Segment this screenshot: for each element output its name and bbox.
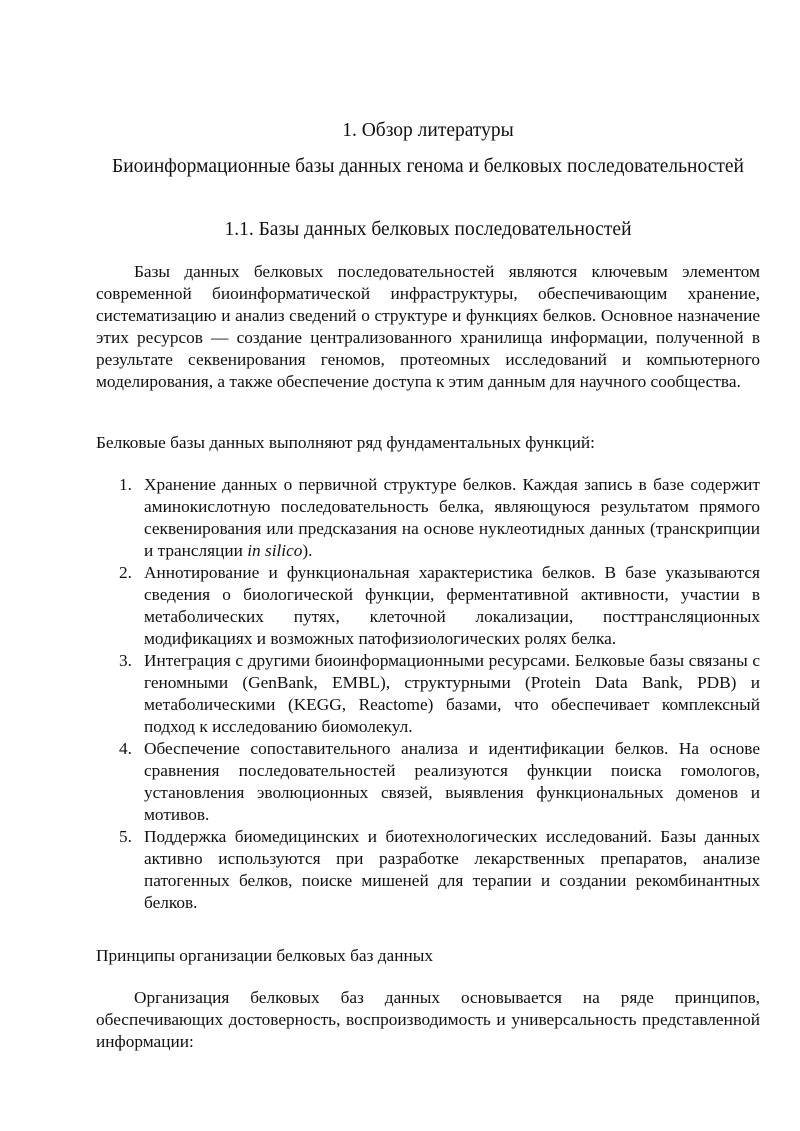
list-item-number: 3. xyxy=(119,651,132,670)
list-item-number: 1. xyxy=(119,475,132,494)
list-item xyxy=(96,826,760,914)
list-item xyxy=(96,650,760,738)
list-item xyxy=(96,738,760,826)
intro-paragraph: Базы данных белковых последовательностей являются ключевым элементом современной биоинформатической инфраструктуры, обеспечивающим хранение, систематизацию и анализ сведений о структуре и функциях белков. Основное назначение этих ресурсов — создание централизованного хранилища информации, полученной в результате секвенирования геномов, протеомных исследований и компьютерного моделирования, а также обеспечение доступа к этим данным для научного сообщества. xyxy=(96,262,760,391)
list-item-tail: ). xyxy=(302,541,313,560)
list-item-italic-term: in silico xyxy=(247,541,303,560)
principles-heading: Принципы организации белковых баз данных xyxy=(96,946,433,965)
subsection-title: 1.1. Базы данных белковых последовательностей xyxy=(224,219,632,240)
list-item-text: Хранение данных о первичной структуре белков. Каждая запись в базе содержит аминокислотную последовательность белка, являющуюся результатом прямого секвенирования или предсказания на основе нуклеотидных данных (транскрипции и трансляции xyxy=(144,475,760,560)
list-item-number: 4. xyxy=(119,739,132,758)
list-item-text: Интеграция с другими биоинформационными ресурсами. Белковые базы связаны с геномными (GenBank, EMBL), структурными (Protein Data Bank, PDB) и метаболическими (KEGG, Reactome) базами, что обеспечивает комплексный подход к исследованию биомолекул. xyxy=(144,651,760,736)
list-item-text: Поддержка биомедицинских и биотехнологических исследований. Базы данных активно используются при разработке лекарственных препаратов, анализе патогенных белков, поиске мишеней для терапии и создании рекомбинантных белков. xyxy=(144,827,760,912)
list-item-text: Обеспечение сопоставительного анализа и идентификации белков. На основе сравнения последовательностей реализуются функции поиска гомологов, установления эволюционных связей, выявления функциональных доменов и мотивов. xyxy=(144,739,760,824)
list-item-number: 2. xyxy=(119,563,132,582)
chapter-title: 1. Обзор литературы xyxy=(342,120,514,141)
functions-lead-paragraph: Белковые базы данных выполняют ряд фундаментальных функций: xyxy=(96,433,595,452)
list-item-number: 5. xyxy=(119,827,132,846)
principles-paragraph: Организация белковых баз данных основывается на ряде принципов, обеспечивающих достоверность, воспроизводимость и универсальность представленной информации: xyxy=(96,988,760,1051)
list-item xyxy=(96,562,760,650)
list-item xyxy=(96,474,760,562)
list-item-text: Аннотирование и функциональная характеристика белков. В базе указываются сведения о биологической функции, ферментативной активности, участии в метаболических путях, клеточной локализации, посттрансляционных модификациях и возможных патофизиологических ролях белка. xyxy=(144,563,760,648)
section-title: Биоинформационные базы данных генома и белковых последовательностей xyxy=(112,156,744,177)
functions-list xyxy=(96,474,760,914)
